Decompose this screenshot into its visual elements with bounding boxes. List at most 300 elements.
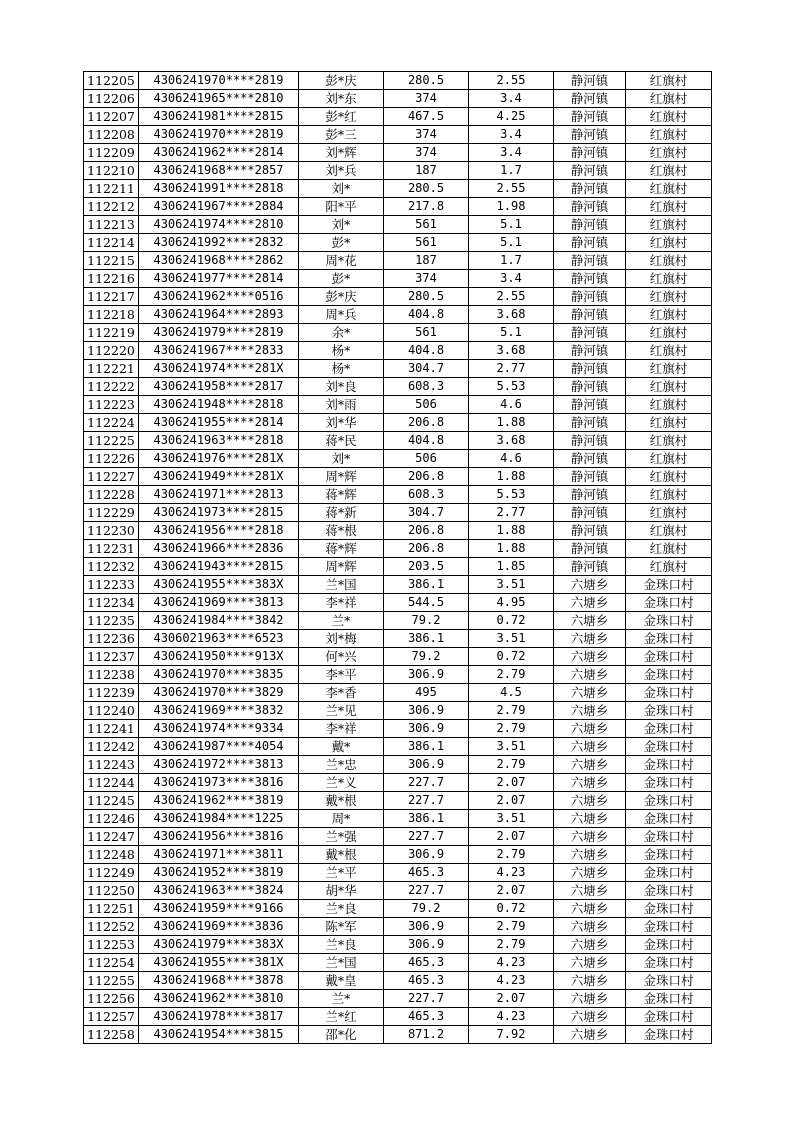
cell-amount: 227.7 — [384, 774, 469, 792]
cell-area: 7.92 — [469, 1026, 554, 1044]
cell-area: 1.88 — [469, 540, 554, 558]
cell-id-number: 4306241962****3819 — [139, 792, 299, 810]
cell-seq: 112253 — [84, 936, 139, 954]
table-row — [84, 954, 712, 972]
cell-township: 静河镇 — [554, 108, 626, 126]
table-row — [84, 378, 712, 396]
cell-amount: 386.1 — [384, 810, 469, 828]
cell-amount: 227.7 — [384, 882, 469, 900]
cell-id-number: 4306241963****2818 — [139, 432, 299, 450]
cell-seq: 112249 — [84, 864, 139, 882]
cell-name: 周*辉 — [299, 558, 384, 576]
table-row — [84, 162, 712, 180]
cell-village: 红旗村 — [626, 252, 712, 270]
table-row — [84, 306, 712, 324]
cell-amount: 608.3 — [384, 378, 469, 396]
cell-village: 金珠口村 — [626, 774, 712, 792]
cell-id-number: 4306241984****1225 — [139, 810, 299, 828]
table-row — [84, 72, 712, 90]
cell-area: 3.4 — [469, 144, 554, 162]
cell-village: 金珠口村 — [626, 918, 712, 936]
cell-id-number: 4306241977****2814 — [139, 270, 299, 288]
cell-village: 金珠口村 — [626, 576, 712, 594]
cell-township: 静河镇 — [554, 144, 626, 162]
cell-township: 静河镇 — [554, 216, 626, 234]
table-row — [84, 882, 712, 900]
cell-seq: 112245 — [84, 792, 139, 810]
cell-name: 兰*良 — [299, 900, 384, 918]
table-row — [84, 666, 712, 684]
cell-seq: 112211 — [84, 180, 139, 198]
cell-name: 陈*军 — [299, 918, 384, 936]
table-row — [84, 972, 712, 990]
cell-name: 兰*国 — [299, 576, 384, 594]
cell-seq: 112230 — [84, 522, 139, 540]
table-row — [84, 810, 712, 828]
cell-township: 六塘乡 — [554, 720, 626, 738]
cell-village: 金珠口村 — [626, 720, 712, 738]
cell-name: 兰* — [299, 612, 384, 630]
cell-name: 蒋*根 — [299, 522, 384, 540]
cell-seq: 112218 — [84, 306, 139, 324]
table-row — [84, 630, 712, 648]
cell-area: 2.79 — [469, 846, 554, 864]
cell-amount: 465.3 — [384, 864, 469, 882]
table-row — [84, 828, 712, 846]
cell-seq: 112242 — [84, 738, 139, 756]
cell-name: 彭*三 — [299, 126, 384, 144]
cell-seq: 112231 — [84, 540, 139, 558]
cell-seq: 112227 — [84, 468, 139, 486]
table-row — [84, 792, 712, 810]
cell-area: 2.55 — [469, 72, 554, 90]
cell-name: 兰* — [299, 990, 384, 1008]
table-row — [84, 360, 712, 378]
cell-amount: 386.1 — [384, 738, 469, 756]
cell-id-number: 4306241968****2857 — [139, 162, 299, 180]
cell-township: 静河镇 — [554, 468, 626, 486]
cell-village: 金珠口村 — [626, 594, 712, 612]
cell-township: 六塘乡 — [554, 756, 626, 774]
cell-village: 红旗村 — [626, 90, 712, 108]
cell-village: 红旗村 — [626, 306, 712, 324]
cell-seq: 112224 — [84, 414, 139, 432]
cell-township: 六塘乡 — [554, 648, 626, 666]
cell-township: 六塘乡 — [554, 1026, 626, 1044]
cell-township: 静河镇 — [554, 198, 626, 216]
cell-id-number: 4306241969****3832 — [139, 702, 299, 720]
cell-village: 红旗村 — [626, 72, 712, 90]
table-row — [84, 576, 712, 594]
cell-seq: 112221 — [84, 360, 139, 378]
cell-name: 刘*兵 — [299, 162, 384, 180]
cell-area: 4.25 — [469, 108, 554, 126]
cell-amount: 203.5 — [384, 558, 469, 576]
table-body — [84, 72, 712, 1044]
cell-id-number: 4306241991****2818 — [139, 180, 299, 198]
cell-township: 六塘乡 — [554, 684, 626, 702]
cell-seq: 112257 — [84, 1008, 139, 1026]
cell-name: 李*平 — [299, 666, 384, 684]
cell-township: 静河镇 — [554, 270, 626, 288]
cell-amount: 306.9 — [384, 720, 469, 738]
cell-area: 2.55 — [469, 288, 554, 306]
cell-name: 李*祥 — [299, 720, 384, 738]
cell-amount: 404.8 — [384, 432, 469, 450]
cell-id-number: 4306241956****3816 — [139, 828, 299, 846]
cell-township: 六塘乡 — [554, 990, 626, 1008]
cell-name: 彭*庆 — [299, 288, 384, 306]
table-row — [84, 252, 712, 270]
cell-area: 4.6 — [469, 450, 554, 468]
cell-area: 1.7 — [469, 162, 554, 180]
cell-area: 3.68 — [469, 432, 554, 450]
cell-village: 红旗村 — [626, 360, 712, 378]
cell-seq: 112234 — [84, 594, 139, 612]
cell-township: 六塘乡 — [554, 918, 626, 936]
cell-id-number: 4306021963****6523 — [139, 630, 299, 648]
cell-village: 红旗村 — [626, 162, 712, 180]
cell-village: 金珠口村 — [626, 792, 712, 810]
cell-id-number: 4306241972****3813 — [139, 756, 299, 774]
table-row — [84, 864, 712, 882]
table-row — [84, 918, 712, 936]
cell-name: 刘* — [299, 450, 384, 468]
table-row — [84, 216, 712, 234]
cell-id-number: 4306241992****2832 — [139, 234, 299, 252]
cell-id-number: 4306241949****281X — [139, 468, 299, 486]
cell-area: 4.23 — [469, 954, 554, 972]
cell-name: 兰*强 — [299, 828, 384, 846]
cell-id-number: 4306241965****2810 — [139, 90, 299, 108]
cell-area: 3.51 — [469, 810, 554, 828]
cell-id-number: 4306241959****9166 — [139, 900, 299, 918]
cell-township: 静河镇 — [554, 540, 626, 558]
cell-name: 刘*东 — [299, 90, 384, 108]
cell-amount: 227.7 — [384, 828, 469, 846]
cell-area: 3.51 — [469, 576, 554, 594]
cell-name: 周* — [299, 810, 384, 828]
cell-seq: 112207 — [84, 108, 139, 126]
cell-amount: 374 — [384, 126, 469, 144]
cell-amount: 79.2 — [384, 900, 469, 918]
cell-township: 六塘乡 — [554, 972, 626, 990]
table-row — [84, 180, 712, 198]
cell-township: 静河镇 — [554, 486, 626, 504]
cell-name: 彭* — [299, 234, 384, 252]
cell-area: 0.72 — [469, 648, 554, 666]
cell-area: 4.6 — [469, 396, 554, 414]
cell-village: 红旗村 — [626, 234, 712, 252]
cell-amount: 465.3 — [384, 954, 469, 972]
cell-village: 红旗村 — [626, 468, 712, 486]
cell-name: 周*花 — [299, 252, 384, 270]
cell-id-number: 4306241970****3835 — [139, 666, 299, 684]
cell-township: 静河镇 — [554, 180, 626, 198]
cell-id-number: 4306241962****2814 — [139, 144, 299, 162]
cell-area: 2.79 — [469, 720, 554, 738]
cell-id-number: 4306241974****2810 — [139, 216, 299, 234]
cell-village: 红旗村 — [626, 504, 712, 522]
cell-seq: 112219 — [84, 324, 139, 342]
cell-name: 蒋*新 — [299, 504, 384, 522]
cell-area: 2.07 — [469, 828, 554, 846]
cell-amount: 206.8 — [384, 540, 469, 558]
cell-village: 金珠口村 — [626, 666, 712, 684]
table-row — [84, 342, 712, 360]
cell-amount: 187 — [384, 252, 469, 270]
cell-township: 静河镇 — [554, 162, 626, 180]
cell-id-number: 4306241966****2836 — [139, 540, 299, 558]
cell-amount: 206.8 — [384, 468, 469, 486]
cell-area: 1.88 — [469, 414, 554, 432]
cell-name: 何*兴 — [299, 648, 384, 666]
cell-village: 金珠口村 — [626, 1008, 712, 1026]
table-row — [84, 450, 712, 468]
cell-id-number: 4306241974****9334 — [139, 720, 299, 738]
table-row — [84, 936, 712, 954]
cell-area: 5.1 — [469, 216, 554, 234]
cell-name: 邵*化 — [299, 1026, 384, 1044]
cell-seq: 112215 — [84, 252, 139, 270]
cell-seq: 112239 — [84, 684, 139, 702]
cell-name: 彭* — [299, 270, 384, 288]
cell-id-number: 4306241955****381X — [139, 954, 299, 972]
cell-area: 3.68 — [469, 306, 554, 324]
cell-amount: 465.3 — [384, 1008, 469, 1026]
table-row — [84, 108, 712, 126]
cell-village: 金珠口村 — [626, 990, 712, 1008]
cell-amount: 306.9 — [384, 666, 469, 684]
table-row — [84, 774, 712, 792]
cell-area: 1.88 — [469, 522, 554, 540]
cell-area: 2.77 — [469, 360, 554, 378]
cell-township: 静河镇 — [554, 522, 626, 540]
cell-amount: 374 — [384, 144, 469, 162]
cell-amount: 306.9 — [384, 702, 469, 720]
cell-name: 戴*根 — [299, 846, 384, 864]
cell-area: 5.53 — [469, 486, 554, 504]
cell-name: 蒋*辉 — [299, 486, 384, 504]
cell-township: 六塘乡 — [554, 612, 626, 630]
cell-amount: 280.5 — [384, 72, 469, 90]
cell-village: 金珠口村 — [626, 756, 712, 774]
cell-township: 六塘乡 — [554, 576, 626, 594]
cell-seq: 112241 — [84, 720, 139, 738]
cell-id-number: 4306241970****2819 — [139, 126, 299, 144]
table-row — [84, 702, 712, 720]
cell-amount: 306.9 — [384, 918, 469, 936]
cell-seq: 112205 — [84, 72, 139, 90]
cell-village: 金珠口村 — [626, 972, 712, 990]
table-row — [84, 90, 712, 108]
cell-area: 2.07 — [469, 990, 554, 1008]
cell-township: 六塘乡 — [554, 864, 626, 882]
cell-area: 2.07 — [469, 792, 554, 810]
table-row — [84, 468, 712, 486]
cell-seq: 112247 — [84, 828, 139, 846]
cell-area: 4.23 — [469, 864, 554, 882]
cell-township: 六塘乡 — [554, 954, 626, 972]
cell-village: 红旗村 — [626, 108, 712, 126]
cell-village: 红旗村 — [626, 342, 712, 360]
cell-village: 金珠口村 — [626, 954, 712, 972]
cell-village: 红旗村 — [626, 180, 712, 198]
cell-id-number: 4306241987****4054 — [139, 738, 299, 756]
cell-township: 六塘乡 — [554, 936, 626, 954]
cell-area: 4.5 — [469, 684, 554, 702]
cell-area: 5.53 — [469, 378, 554, 396]
cell-township: 静河镇 — [554, 558, 626, 576]
table-row — [84, 486, 712, 504]
data-table — [83, 71, 712, 1044]
cell-township: 六塘乡 — [554, 702, 626, 720]
cell-name: 兰*国 — [299, 954, 384, 972]
cell-amount: 374 — [384, 270, 469, 288]
cell-township: 六塘乡 — [554, 828, 626, 846]
table-row — [84, 414, 712, 432]
cell-seq: 112225 — [84, 432, 139, 450]
cell-name: 刘*梅 — [299, 630, 384, 648]
cell-village: 金珠口村 — [626, 810, 712, 828]
cell-name: 兰*见 — [299, 702, 384, 720]
cell-area: 1.7 — [469, 252, 554, 270]
cell-area: 0.72 — [469, 900, 554, 918]
cell-area: 4.23 — [469, 972, 554, 990]
cell-township: 六塘乡 — [554, 630, 626, 648]
cell-id-number: 4306241967****2884 — [139, 198, 299, 216]
cell-amount: 79.2 — [384, 648, 469, 666]
cell-amount: 561 — [384, 216, 469, 234]
cell-area: 0.72 — [469, 612, 554, 630]
cell-township: 静河镇 — [554, 252, 626, 270]
cell-area: 1.88 — [469, 468, 554, 486]
cell-id-number: 4306241954****3815 — [139, 1026, 299, 1044]
cell-village: 金珠口村 — [626, 630, 712, 648]
cell-seq: 112228 — [84, 486, 139, 504]
cell-name: 杨* — [299, 342, 384, 360]
cell-area: 3.51 — [469, 738, 554, 756]
table-row — [84, 396, 712, 414]
cell-seq: 112223 — [84, 396, 139, 414]
cell-township: 静河镇 — [554, 378, 626, 396]
cell-village: 金珠口村 — [626, 936, 712, 954]
cell-township: 六塘乡 — [554, 792, 626, 810]
cell-amount: 280.5 — [384, 180, 469, 198]
cell-id-number: 4306241979****383X — [139, 936, 299, 954]
cell-area: 3.51 — [469, 630, 554, 648]
cell-village: 红旗村 — [626, 486, 712, 504]
cell-village: 红旗村 — [626, 216, 712, 234]
cell-name: 刘*辉 — [299, 144, 384, 162]
cell-seq: 112229 — [84, 504, 139, 522]
cell-id-number: 4306241984****3842 — [139, 612, 299, 630]
cell-village: 红旗村 — [626, 144, 712, 162]
cell-name: 戴* — [299, 738, 384, 756]
cell-village: 红旗村 — [626, 522, 712, 540]
cell-id-number: 4306241971****3811 — [139, 846, 299, 864]
table-row — [84, 126, 712, 144]
table-row — [84, 288, 712, 306]
cell-township: 静河镇 — [554, 342, 626, 360]
cell-seq: 112226 — [84, 450, 139, 468]
table-row — [84, 594, 712, 612]
cell-name: 刘*华 — [299, 414, 384, 432]
table-row — [84, 198, 712, 216]
cell-amount: 206.8 — [384, 414, 469, 432]
cell-village: 红旗村 — [626, 288, 712, 306]
cell-name: 兰*平 — [299, 864, 384, 882]
table-row — [84, 720, 712, 738]
table-row — [84, 504, 712, 522]
cell-amount: 871.2 — [384, 1026, 469, 1044]
cell-area: 5.1 — [469, 324, 554, 342]
cell-id-number: 4306241968****3878 — [139, 972, 299, 990]
cell-seq: 112217 — [84, 288, 139, 306]
cell-village: 红旗村 — [626, 540, 712, 558]
cell-township: 六塘乡 — [554, 900, 626, 918]
cell-amount: 304.7 — [384, 504, 469, 522]
cell-name: 李*祥 — [299, 594, 384, 612]
cell-id-number: 4306241958****2817 — [139, 378, 299, 396]
cell-id-number: 4306241955****2814 — [139, 414, 299, 432]
cell-township: 六塘乡 — [554, 594, 626, 612]
cell-area: 3.4 — [469, 90, 554, 108]
cell-township: 静河镇 — [554, 234, 626, 252]
cell-name: 蒋*辉 — [299, 540, 384, 558]
table-row — [84, 558, 712, 576]
cell-amount: 561 — [384, 234, 469, 252]
cell-seq: 112238 — [84, 666, 139, 684]
cell-village: 红旗村 — [626, 396, 712, 414]
cell-amount: 227.7 — [384, 990, 469, 1008]
cell-amount: 386.1 — [384, 576, 469, 594]
cell-name: 胡*华 — [299, 882, 384, 900]
cell-amount: 544.5 — [384, 594, 469, 612]
cell-id-number: 4306241952****3819 — [139, 864, 299, 882]
table-row — [84, 648, 712, 666]
cell-amount: 561 — [384, 324, 469, 342]
cell-seq: 112251 — [84, 900, 139, 918]
cell-amount: 374 — [384, 90, 469, 108]
cell-area: 5.1 — [469, 234, 554, 252]
table-row — [84, 738, 712, 756]
table-row — [84, 846, 712, 864]
cell-township: 静河镇 — [554, 396, 626, 414]
cell-amount: 404.8 — [384, 342, 469, 360]
cell-area: 3.4 — [469, 270, 554, 288]
cell-name: 刘*良 — [299, 378, 384, 396]
cell-amount: 386.1 — [384, 630, 469, 648]
cell-village: 金珠口村 — [626, 1026, 712, 1044]
cell-seq: 112255 — [84, 972, 139, 990]
cell-id-number: 4306241950****913X — [139, 648, 299, 666]
cell-area: 4.23 — [469, 1008, 554, 1026]
cell-seq: 112240 — [84, 702, 139, 720]
cell-township: 静河镇 — [554, 504, 626, 522]
cell-seq: 112236 — [84, 630, 139, 648]
cell-amount: 404.8 — [384, 306, 469, 324]
cell-township: 六塘乡 — [554, 810, 626, 828]
cell-seq: 112256 — [84, 990, 139, 1008]
cell-name: 蒋*民 — [299, 432, 384, 450]
cell-area: 3.4 — [469, 126, 554, 144]
cell-amount: 280.5 — [384, 288, 469, 306]
cell-id-number: 4306241978****3817 — [139, 1008, 299, 1026]
cell-id-number: 4306241962****0516 — [139, 288, 299, 306]
cell-amount: 227.7 — [384, 792, 469, 810]
cell-seq: 112206 — [84, 90, 139, 108]
